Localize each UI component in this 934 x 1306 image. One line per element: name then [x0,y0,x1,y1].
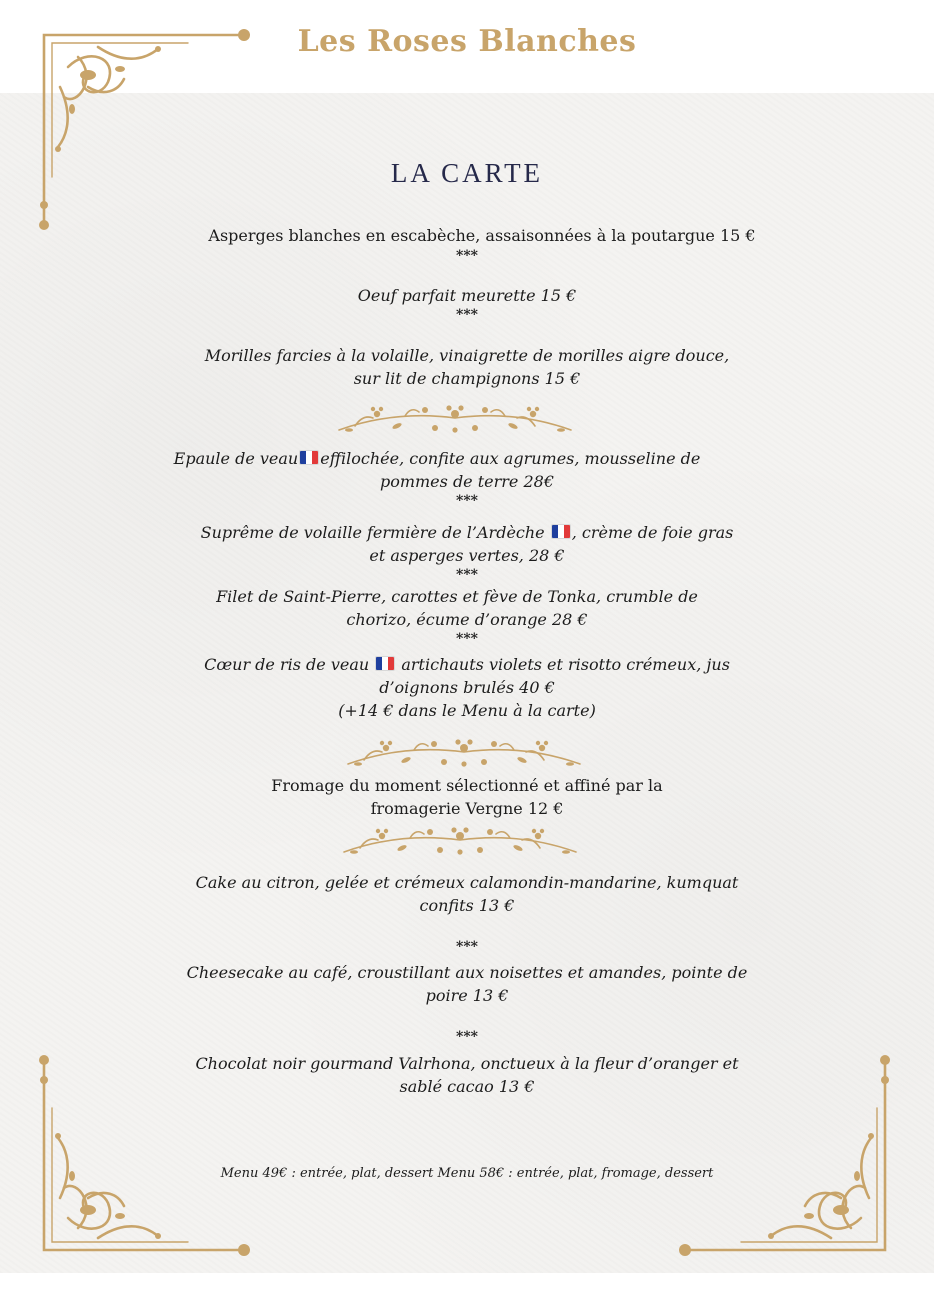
cheese-line2: fromagerie Vergne 12 € [370,799,564,818]
main-supreme-line1 [0,522,934,544]
floral-divider-icon [344,734,584,770]
separator: *** [456,939,478,955]
separator: *** [456,631,478,647]
separator: *** [456,307,478,323]
main-supreme-text-a: Suprême de volaille fermière de l’Ardèche [200,523,550,542]
main-coeur-line1 [0,654,934,676]
main-coeur-line3: (+14 € dans le Menu à la carte) [338,701,596,720]
main-filet-line2: chorizo, écume d’orange 28 € [346,610,588,629]
main-supreme-text-b: , crème de foie gras [571,523,734,542]
main-coeur-text-a: Cœur de ris de veau [204,655,375,674]
main-supreme-line2: et asperges vertes, 28 € [369,546,565,565]
main-filet-line1: Filet de Saint-Pierre, carottes et fève de Tonka, crumble de [216,587,698,606]
main-epaule-line2: pommes de terre 28€ [379,472,555,491]
main-epaule-line1 [0,448,934,470]
dessert-chocolat-line1: Chocolat noir gourmand Valrhona, onctueux à la fleur d’oranger et [195,1054,739,1073]
restaurant-name: Les Roses Blanches [297,24,637,59]
starter-oeuf: Oeuf parfait meurette 15 € [357,286,577,305]
cheese-line1: Fromage du moment sélectionné et affiné par la [271,776,663,795]
starter-morilles-line2: sur lit de champignons 15 € [353,369,581,388]
starter-morilles-line1: Morilles farcies à la volaille, vinaigrette de morilles aigre douce, [204,346,730,365]
menu-prices-footer: Menu 49€ : entrée, plat, dessert Menu 58€ : entrée, plat, fromage, dessert [220,1166,714,1181]
separator: *** [456,1029,478,1045]
starter-asperges: Asperges blanches en escabèche, assaisonnées à la poutargue 15 € [208,226,756,245]
french-flag-icon [375,656,395,671]
separator: *** [456,567,478,583]
dessert-cheesecake-line2: poire 13 € [425,986,509,1005]
main-epaule-text-b: effilochée, confite aux agrumes, mousseline de [320,449,701,468]
dessert-chocolat-line2: sablé cacao 13 € [399,1077,535,1096]
main-epaule-text-a: Epaule de veau [173,449,299,468]
floral-divider-icon [340,822,580,858]
dessert-cake-line1: Cake au citron, gelée et crémeux calamondin-mandarine, kumquat [195,873,739,892]
separator: *** [456,248,478,264]
main-coeur-text-b: artichauts violets et risotto crémeux, jus [396,655,730,674]
menu-heading: LA CARTE [390,158,544,188]
french-flag-icon [299,450,319,465]
floral-divider-icon [335,400,575,436]
dessert-cheesecake-line1: Cheesecake au café, croustillant aux noisettes et amandes, pointe de [186,963,748,982]
dessert-cake-line2: confits 13 € [419,896,515,915]
main-coeur-line2: d’oignons brulés 40 € [379,678,555,697]
separator: *** [456,493,478,509]
french-flag-icon [551,524,571,539]
